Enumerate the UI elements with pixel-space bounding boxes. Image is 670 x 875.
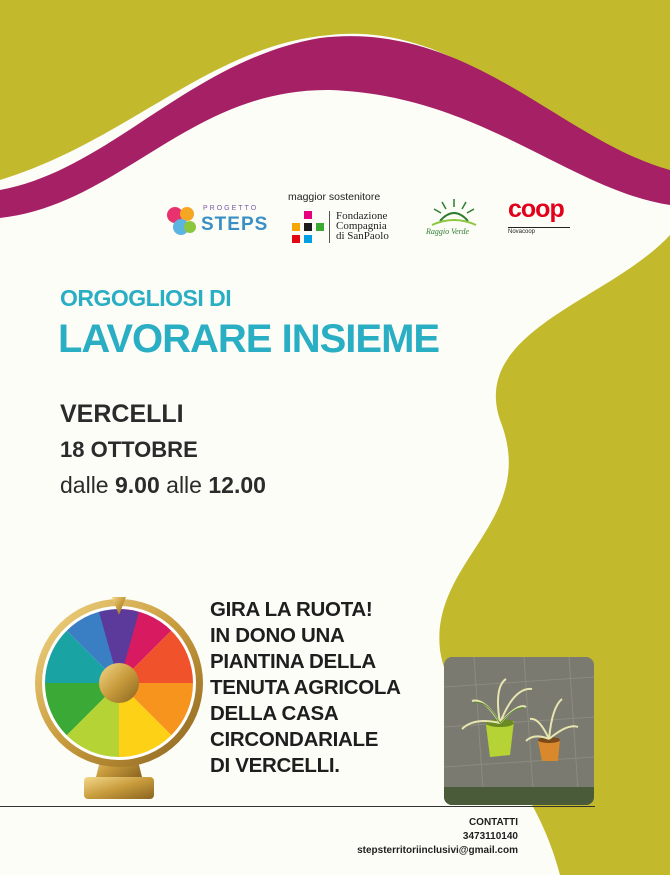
- logo-bar: [0, 185, 670, 245]
- coop-logo: [506, 195, 576, 241]
- headline-line-2: LAVORARE INSIEME: [58, 317, 440, 361]
- promo-line: TENUTA AGRICOLA: [210, 676, 401, 699]
- coop-brand: coop: [508, 195, 564, 223]
- time-to-label: alle: [166, 472, 202, 498]
- fondazione-name: Fondazione Compagnia di SanPaolo: [336, 210, 389, 242]
- coop-sub: Novacoop: [508, 227, 570, 235]
- event-city: VERCELLI: [60, 400, 184, 428]
- promo-line: PIANTINA DELLA: [210, 650, 376, 673]
- fondazione-logo: [288, 191, 408, 247]
- headline-line-1: ORGOGLIOSI DI: [60, 285, 232, 311]
- promo-line: GIRA LA RUOTA!: [210, 598, 373, 621]
- logo-divider: [329, 211, 330, 243]
- contacts-block: [357, 816, 518, 858]
- prize-wheel-icon: [30, 597, 208, 807]
- promo-line: IN DONO UNA: [210, 624, 345, 647]
- progetto-steps-logo: [165, 203, 269, 239]
- plant-photo: [444, 657, 594, 805]
- event-time: [60, 472, 266, 499]
- steps-figures-icon: [165, 203, 199, 237]
- promo-line: DI VERCELLI.: [210, 754, 340, 777]
- raggio-verde-logo: [424, 197, 484, 245]
- event-date: 18 OTTOBRE: [60, 437, 198, 462]
- contacts-title: CONTATTI: [468, 817, 518, 828]
- steps-brand-label: STEPS: [201, 214, 269, 235]
- promo-text: [210, 597, 450, 779]
- contacts-email[interactable]: stepsterritoriinclusivi@gmail.com: [357, 845, 518, 856]
- sponsor-label: maggior sostenitore: [288, 191, 381, 203]
- steps-small-label: PROGETTO: [203, 205, 259, 212]
- sun-icon: [424, 197, 484, 227]
- time-end: 12.00: [208, 472, 266, 498]
- time-start: 9.00: [115, 472, 160, 498]
- fondazione-mark-icon: [292, 211, 324, 243]
- contacts-phone[interactable]: 3473110140: [462, 831, 518, 842]
- raggio-verde-name: Raggio Verde: [426, 227, 470, 236]
- footer-rule: [0, 806, 595, 807]
- promo-line: DELLA CASA: [210, 702, 339, 725]
- promo-line: CIRCONDARIALE: [210, 728, 379, 751]
- time-from-label: dalle: [60, 472, 109, 498]
